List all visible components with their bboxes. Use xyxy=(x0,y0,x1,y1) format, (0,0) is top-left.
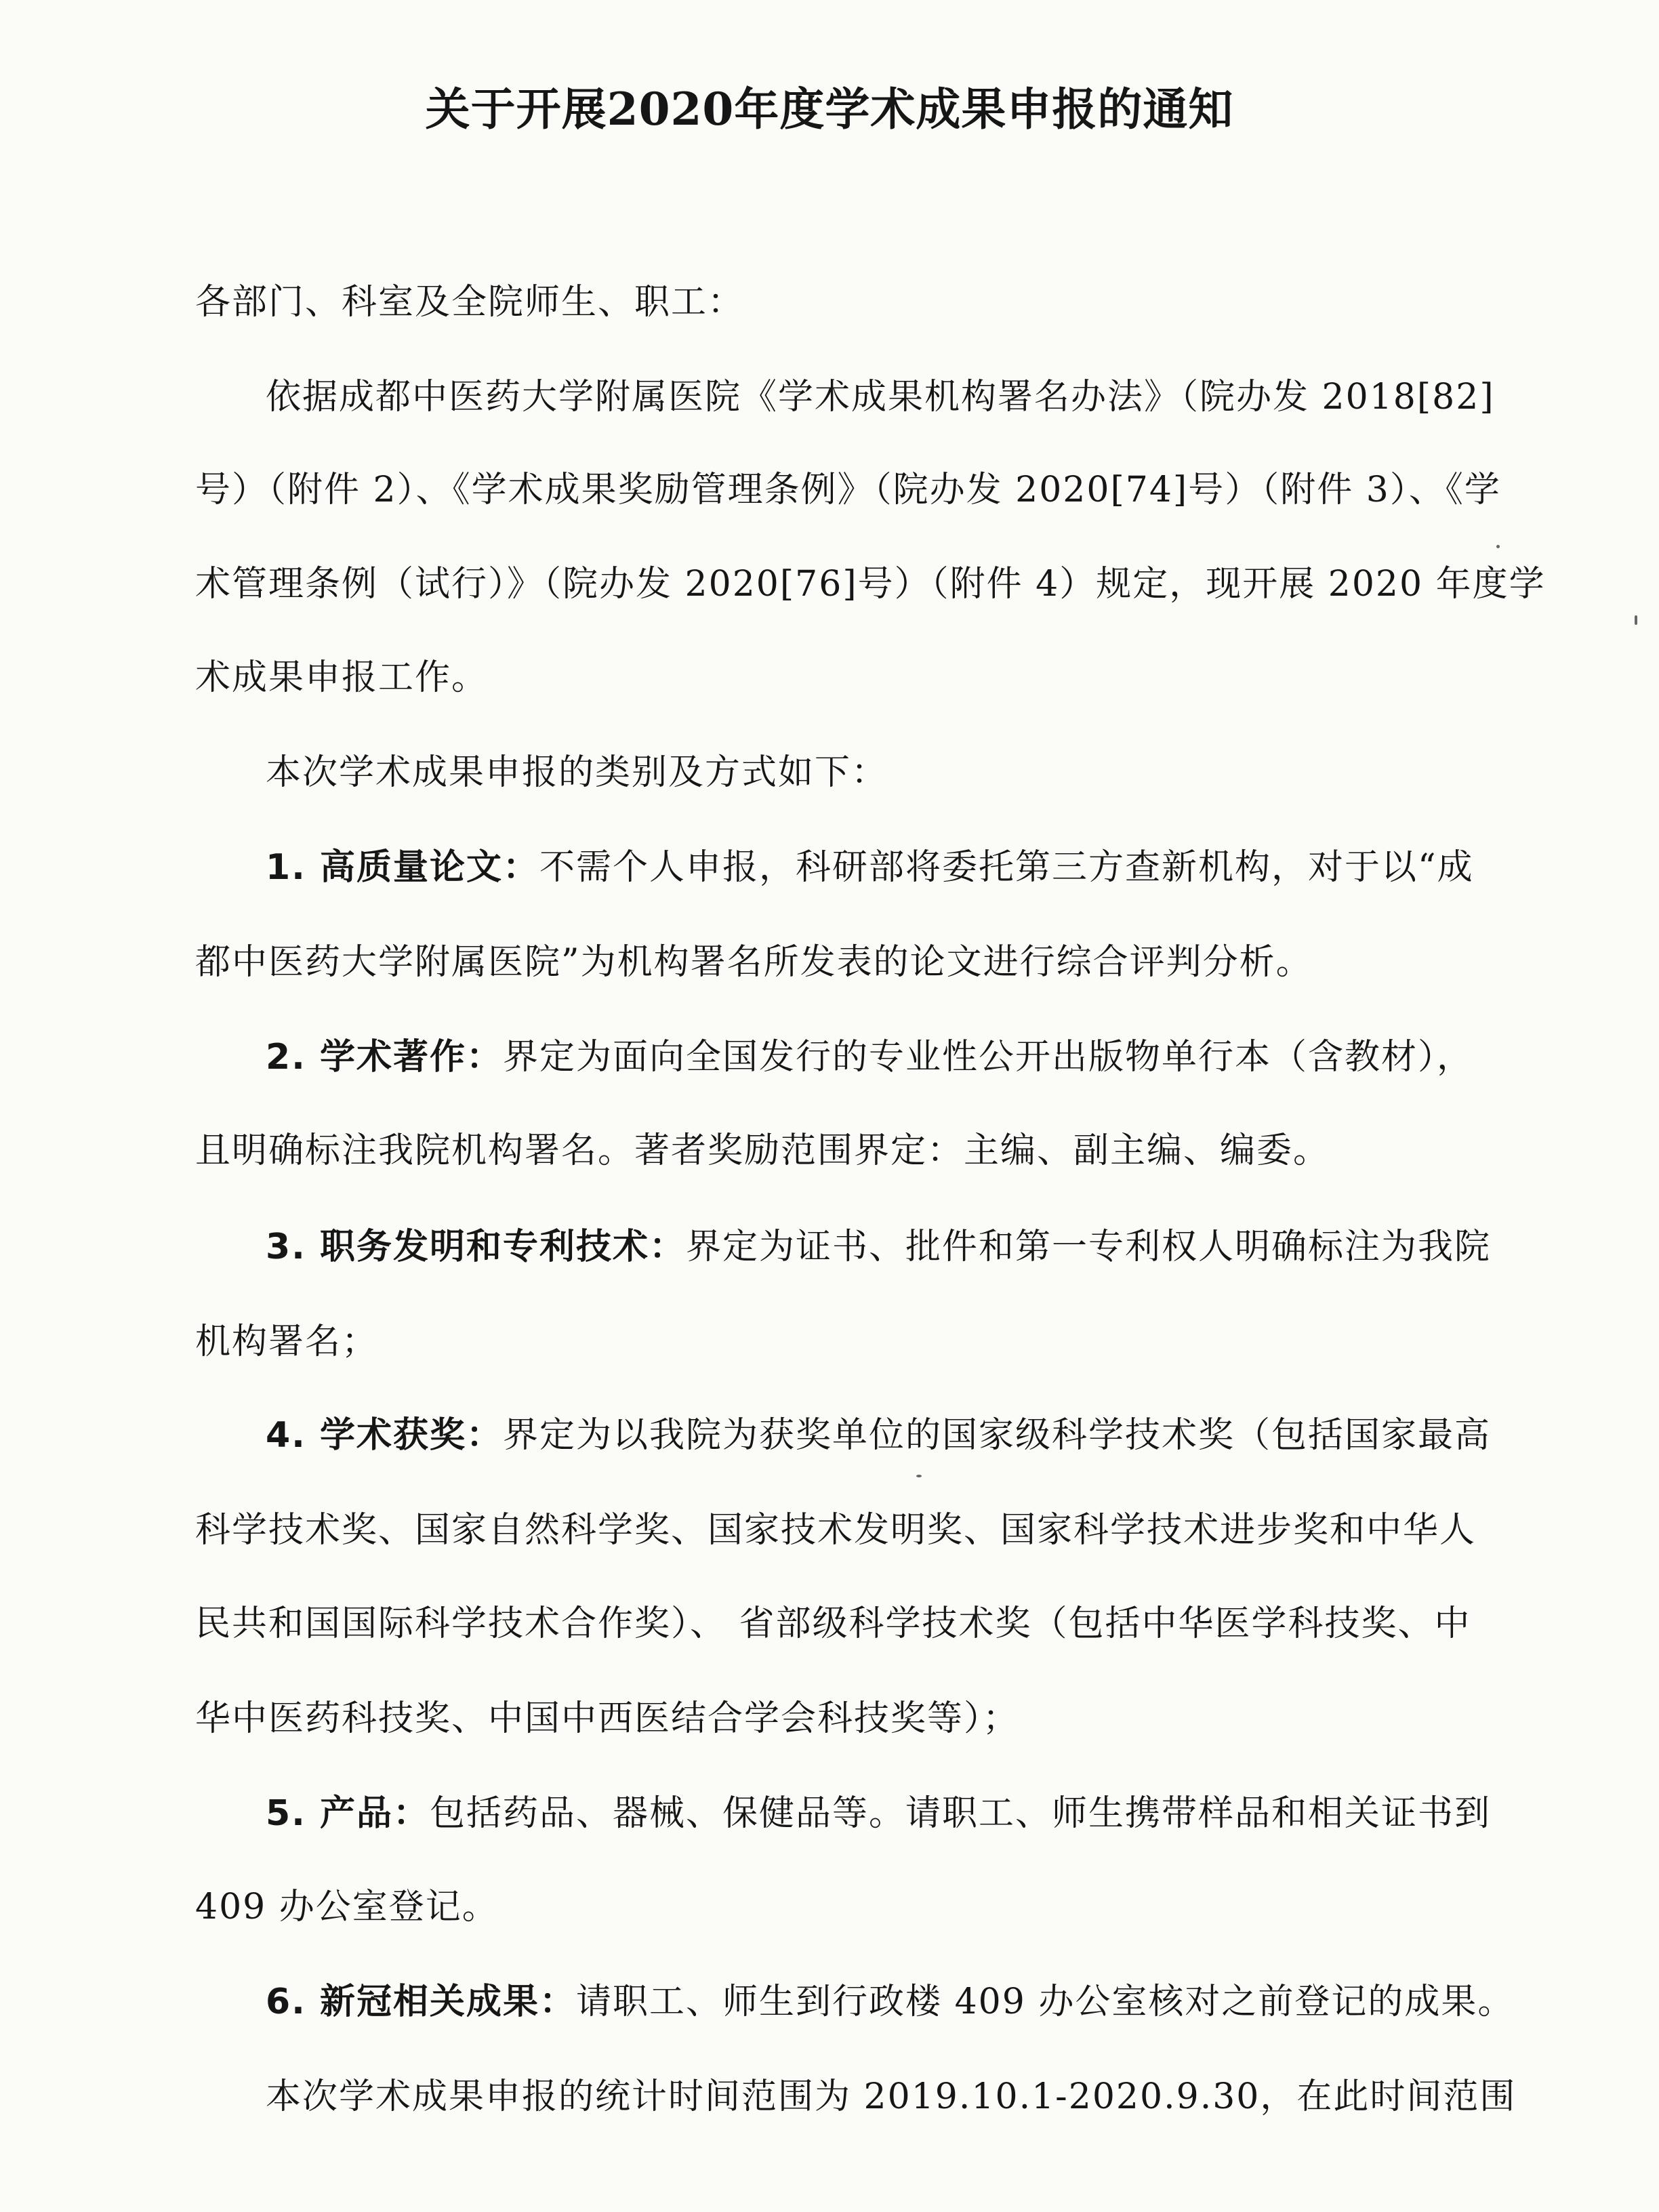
scan-speck xyxy=(916,1475,922,1477)
item-2-line-2: 且明确标注我院机构署名。著者奖励范围界定：主编、副主编、编委。 xyxy=(195,1130,1330,1171)
intro-text: 本次学术成果申报的类别及方式如下： xyxy=(266,752,888,793)
item-2-text: 界定为面向全国发行的专业性公开出版物单行本（含教材）， xyxy=(503,1037,1474,1078)
item-1-text: 不需个人申报，科研部将委托第三方查新机构，对于以“成 xyxy=(539,847,1474,888)
item-6-first-line xyxy=(266,1982,1515,2022)
closing-line: 本次学术成果申报的统计时间范围为 2019.10.1-2020.9.30，在此时间范围 xyxy=(266,2076,1517,2117)
scan-speck xyxy=(1496,545,1500,548)
item-6-text: 请职工、师生到行政楼 409 办公室核对之前登记的成果。 xyxy=(576,1982,1515,2022)
item-3-first-line xyxy=(266,1227,1492,1267)
item-5-text: 包括药品、器械、保健品等。请职工、师生携带样品和相关证书到 xyxy=(430,1793,1492,1834)
paragraph-1-line-4: 术成果申报工作。 xyxy=(195,657,489,698)
item-2-first-line xyxy=(266,1037,1474,1078)
item-3-line-2: 机构署名； xyxy=(195,1322,379,1362)
scan-speck xyxy=(1635,615,1637,625)
item-1-line-2: 都中医药大学附属医院”为机构署名所发表的论文进行综合评判分析。 xyxy=(195,942,1313,983)
item-4-line-4: 华中医药科技奖、中国中西医结合学会科技奖等）； xyxy=(195,1698,1020,1739)
item-5-first-line xyxy=(266,1793,1492,1834)
paragraph-1-line-3: 术管理条例（试行）》（院办发 2020[76]号）（附件 4）规定，现开展 2020 年度学 xyxy=(195,564,1546,605)
item-3-text: 界定为证书、批件和第一专利权人明确标注为我院 xyxy=(686,1227,1492,1267)
paragraph-1-line-1: 依据成都中医药大学附属医院《学术成果机构署名办法》（院办发 2018[82] xyxy=(266,377,1495,417)
item-6-label: 6. 新冠相关成果： xyxy=(266,1982,577,2022)
paragraph-1-line-2: 号）（附件 2）、《学术成果奖励管理条例》（院办发 2020[74]号）（附件 3）、《学 xyxy=(195,470,1501,510)
item-4-line-2: 科学技术奖、国家自然科学奖、国家技术发明奖、国家科学技术进步奖和中华人 xyxy=(195,1510,1477,1551)
item-1-first-line xyxy=(266,847,1474,888)
item-4-first-line xyxy=(266,1415,1492,1456)
item-2-label: 2. 学术著作： xyxy=(266,1037,504,1078)
salutation: 各部门、科室及全院师生、职工： xyxy=(195,282,745,323)
item-5-line-2: 409 办公室登记。 xyxy=(195,1887,499,1927)
document-title: 关于开展2020年度学术成果申报的通知 xyxy=(425,83,1234,136)
item-4-text: 界定为以我院为获奖单位的国家级科学技术奖（包括国家最高 xyxy=(503,1415,1492,1456)
item-1-label: 1. 高质量论文： xyxy=(266,847,540,888)
item-3-label: 3. 职务发明和专利技术： xyxy=(266,1227,687,1267)
item-5-label: 5. 产品： xyxy=(266,1793,430,1834)
item-4-line-3: 民共和国国际科学技术合作奖）、 省部级科学技术奖（包括中华医学科技奖、中 xyxy=(195,1603,1471,1644)
item-4-label: 4. 学术获奖： xyxy=(266,1415,504,1456)
